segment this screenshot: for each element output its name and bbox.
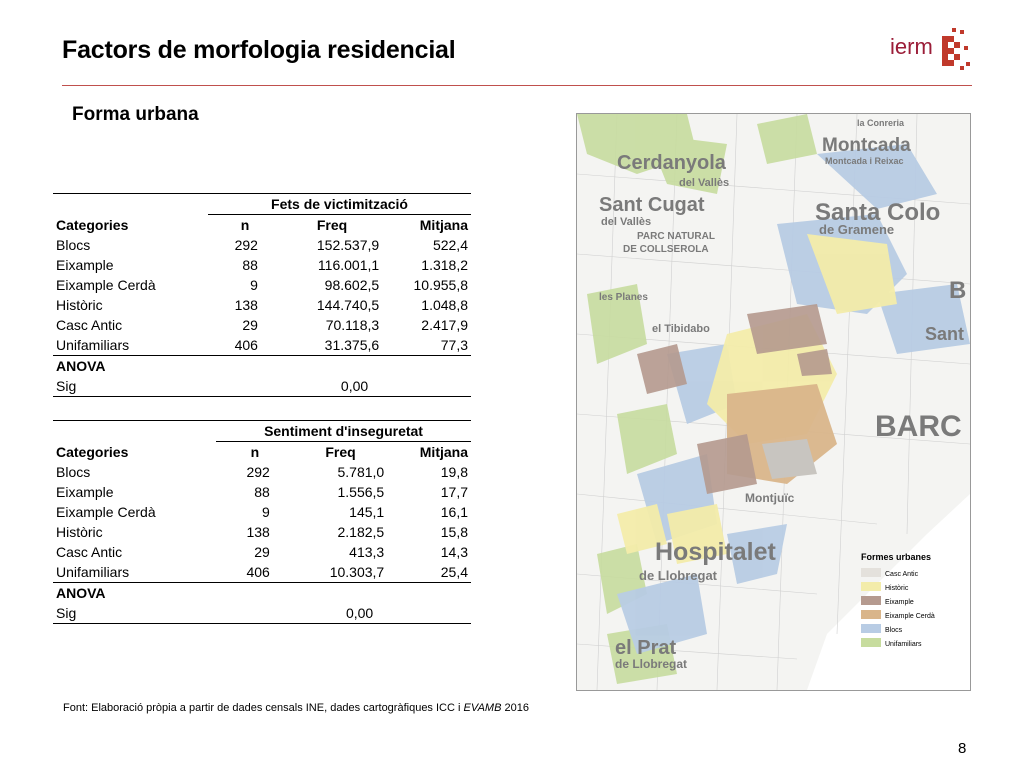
map-label: de Gramene bbox=[819, 222, 895, 237]
table-cell: 292 bbox=[246, 464, 270, 480]
legend-label: Eixample bbox=[885, 599, 914, 606]
legend-title: Formes urbanes bbox=[861, 552, 932, 562]
map-label: BARC bbox=[875, 410, 962, 443]
table-row bbox=[53, 482, 471, 502]
table-cell: 70.118,3 bbox=[325, 317, 380, 333]
map-label: Montjuïc bbox=[745, 491, 795, 505]
column-header: n bbox=[240, 217, 250, 233]
table-cell: Unifamiliars bbox=[56, 337, 130, 353]
map-label: DE COLLSEROLA bbox=[623, 244, 709, 255]
anova-label: ANOVA bbox=[56, 358, 106, 374]
legend-swatch bbox=[861, 624, 881, 633]
column-header: Mitjana bbox=[419, 444, 468, 460]
section-subtitle: Forma urbana bbox=[72, 104, 199, 125]
table-cell: 88 bbox=[242, 257, 258, 273]
source-italic: EVAMB bbox=[463, 702, 502, 714]
table-cell: 292 bbox=[234, 237, 258, 253]
table-cell: 5.781,0 bbox=[337, 464, 385, 480]
table-cell: 16,1 bbox=[440, 504, 468, 520]
table-cell: 152.537,9 bbox=[316, 237, 380, 253]
table-cell: 2.417,9 bbox=[421, 317, 468, 333]
table-cell: Casc Antic bbox=[56, 317, 123, 333]
column-header: Mitjana bbox=[419, 217, 468, 233]
table-cell: 29 bbox=[242, 317, 258, 333]
map-label: Hospitalet bbox=[655, 538, 776, 566]
table-row bbox=[53, 335, 471, 356]
column-header: Categories bbox=[56, 443, 129, 460]
legend-label: Unifamiliars bbox=[885, 641, 922, 648]
legend-label: Eixample Cerdà bbox=[885, 613, 935, 620]
table-cell: Unifamiliars bbox=[56, 564, 130, 580]
map-label: de Llobregat bbox=[639, 568, 718, 583]
insecurity-table bbox=[53, 420, 471, 624]
legend-swatch bbox=[861, 582, 881, 591]
map-label: del Vallès bbox=[601, 216, 652, 228]
table-cell: 98.602,5 bbox=[324, 277, 380, 293]
legend-swatch bbox=[861, 610, 881, 619]
map-label: del Vallès bbox=[679, 177, 730, 189]
legend-label: Blocs bbox=[885, 627, 903, 634]
table-cell: Blocs bbox=[56, 464, 91, 480]
table-cell: 116.001,1 bbox=[317, 257, 380, 273]
table-group-header: Sentiment d'inseguretat bbox=[216, 421, 471, 442]
table-row bbox=[53, 295, 471, 315]
table-cell: 10.303,7 bbox=[329, 564, 385, 580]
table-cell: 138 bbox=[234, 297, 258, 313]
map-label: el Tibidabo bbox=[652, 323, 710, 335]
legend-label: Històric bbox=[885, 585, 909, 592]
map-label: Montcada bbox=[822, 135, 911, 156]
legend-swatch bbox=[861, 596, 881, 605]
sig-label: Sig bbox=[56, 605, 77, 621]
table-cell: 413,3 bbox=[349, 544, 385, 560]
slide-title: Factors de morfologia residencial bbox=[62, 36, 456, 64]
table-row bbox=[53, 522, 471, 542]
map-label: el Prat bbox=[615, 637, 677, 659]
table-row bbox=[53, 275, 471, 295]
table-row bbox=[53, 502, 471, 522]
legend-label: Casc Antic bbox=[885, 571, 919, 578]
logo-text: ierm bbox=[890, 34, 933, 59]
table-cell: 138 bbox=[246, 524, 270, 540]
column-header: n bbox=[250, 444, 260, 460]
sig-label: Sig bbox=[56, 378, 77, 394]
map-label: la Conreria bbox=[857, 118, 905, 128]
map-label: B bbox=[949, 277, 967, 304]
map-label: Sant bbox=[925, 324, 965, 344]
table-cell: 1.318,2 bbox=[421, 257, 468, 273]
table-cell: Eixample bbox=[56, 484, 114, 500]
sig-value: 0,00 bbox=[340, 378, 369, 394]
table-row bbox=[53, 562, 471, 583]
table-cell: 15,8 bbox=[440, 524, 468, 540]
table-row bbox=[53, 235, 471, 255]
table-cell: Eixample bbox=[56, 257, 114, 273]
table-cell: 10.955,8 bbox=[413, 277, 468, 293]
table-cell: 9 bbox=[262, 504, 270, 520]
table-cell: Històric bbox=[56, 524, 103, 540]
map-label: PARC NATURAL bbox=[637, 231, 715, 242]
table-cell: 17,7 bbox=[440, 484, 468, 500]
anova-label: ANOVA bbox=[56, 585, 106, 601]
table-cell: 2.182,5 bbox=[337, 524, 385, 540]
column-header: Freq bbox=[325, 444, 356, 460]
table-cell: 88 bbox=[254, 484, 270, 500]
table-cell: 31.375,6 bbox=[324, 337, 380, 353]
source-note bbox=[63, 702, 529, 714]
table-cell: 14,3 bbox=[440, 544, 468, 560]
table-cell: 145,1 bbox=[349, 504, 385, 520]
table-cell: 1.556,5 bbox=[337, 484, 385, 500]
column-header: Categories bbox=[56, 216, 129, 233]
table-row bbox=[53, 315, 471, 335]
legend-swatch bbox=[861, 638, 881, 647]
map-label: de Llobregat bbox=[615, 657, 688, 671]
map-label: Montcada i Reixac bbox=[825, 156, 904, 166]
table-cell: Blocs bbox=[56, 237, 91, 253]
page-number: 8 bbox=[958, 740, 967, 757]
source-year: 2016 bbox=[501, 702, 529, 714]
table-cell: 29 bbox=[254, 544, 270, 560]
source-text: Font: Elaboració pròpia a partir de dades censals INE, dades cartogràfiques ICC i bbox=[63, 702, 464, 714]
map-label: Sant Cugat bbox=[599, 194, 705, 216]
title-divider bbox=[62, 85, 972, 86]
table-cell: 406 bbox=[246, 564, 270, 580]
sig-value: 0,00 bbox=[345, 605, 374, 621]
iermb-logo bbox=[890, 24, 974, 72]
table-cell: 19,8 bbox=[440, 464, 468, 480]
table-row bbox=[53, 542, 471, 562]
table-row bbox=[53, 255, 471, 275]
table-cell: 77,3 bbox=[440, 337, 468, 353]
table-cell: Eixample Cerdà bbox=[56, 504, 156, 520]
victimization-table bbox=[53, 193, 471, 397]
urban-form-map bbox=[576, 113, 971, 691]
table-group-header: Fets de victimització bbox=[208, 194, 471, 215]
map-label: les Planes bbox=[599, 292, 648, 303]
legend-swatch bbox=[861, 568, 881, 577]
table-cell: 9 bbox=[250, 277, 258, 293]
table-cell: 144.740,5 bbox=[316, 297, 380, 313]
column-header: Freq bbox=[316, 217, 348, 233]
table-cell: 406 bbox=[234, 337, 258, 353]
table-cell: Eixample Cerdà bbox=[56, 277, 156, 293]
table-row bbox=[53, 462, 471, 482]
table-cell: Històric bbox=[56, 297, 103, 313]
table-cell: 1.048,8 bbox=[421, 297, 468, 313]
map-label: Santa Colo bbox=[815, 199, 941, 226]
table-cell: Casc Antic bbox=[56, 544, 123, 560]
table-cell: 25,4 bbox=[440, 564, 468, 580]
map-label: Cerdanyola bbox=[617, 152, 726, 174]
table-cell: 522,4 bbox=[432, 237, 468, 253]
map-canvas bbox=[577, 114, 970, 690]
